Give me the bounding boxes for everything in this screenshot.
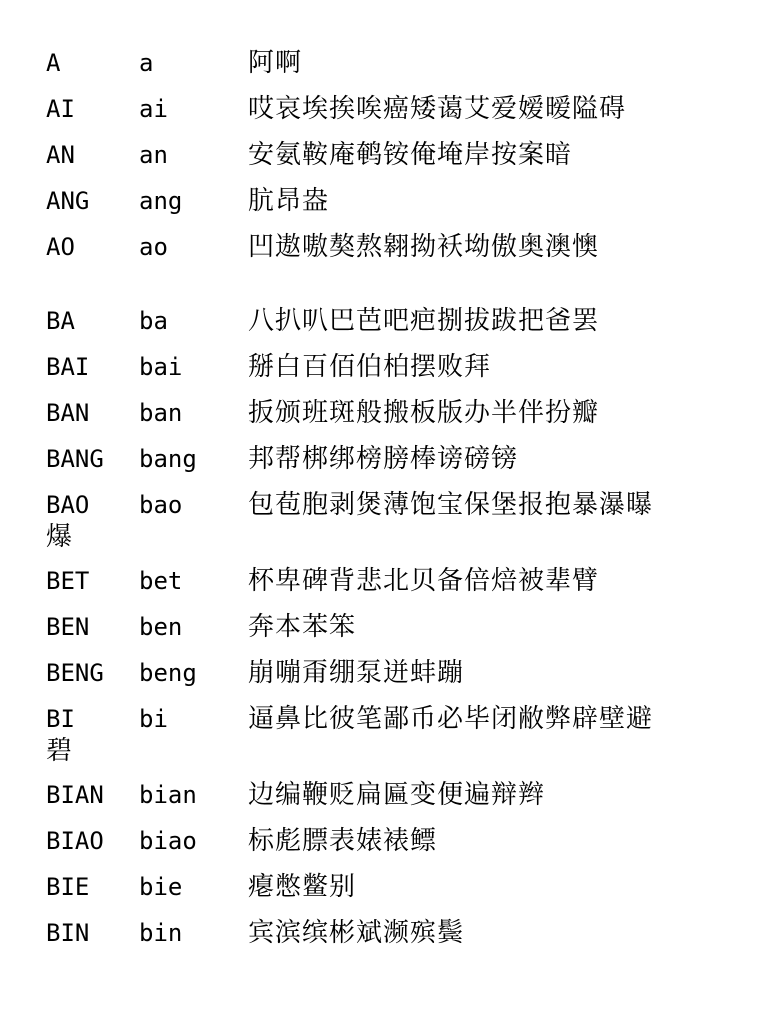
- syllable-characters: 宾滨缤彬斌濒殡鬓: [248, 918, 465, 948]
- syllable-characters: 边编鞭贬扁匾变便遍辩辫: [248, 780, 546, 810]
- syllable-lower: ban: [139, 399, 183, 427]
- syllable-upper: BAI: [46, 353, 90, 381]
- syllable-upper: BANG: [46, 445, 104, 473]
- syllable-lower: ang: [139, 187, 183, 215]
- syllable-characters: 杯卑碑背悲北贝备倍焙被辈臂: [248, 566, 600, 596]
- syllable-characters: 邦帮梆绑榜膀棒谤磅镑: [248, 444, 519, 474]
- syllable-upper: BIN: [46, 919, 90, 947]
- syllable-upper: AI: [46, 95, 75, 123]
- syllable-characters: 哎哀埃挨唉癌矮蔼艾爱嫒暧隘碍: [248, 94, 627, 124]
- syllable-lower: bai: [139, 353, 183, 381]
- syllable-upper: BI: [46, 705, 75, 733]
- list-row-ben: [0, 604, 768, 650]
- syllable-lower: bi: [139, 705, 168, 733]
- syllable-upper: AN: [46, 141, 75, 169]
- syllable-lower: biao: [139, 827, 197, 855]
- syllable-characters: 扳颁班斑般搬板版办半伴扮瓣: [248, 398, 600, 428]
- wrapped-character: 碧: [46, 736, 73, 766]
- syllable-characters: 八扒叭巴芭吧疤捌拔跋把爸罢: [248, 306, 600, 336]
- syllable-lower: a: [139, 49, 154, 77]
- syllable-characters: 凹遨嗷獒熬翱拗袄坳傲奥澳懊: [248, 232, 600, 262]
- syllable-characters: 安氨鞍庵鹌铵俺埯岸按案暗: [248, 140, 573, 170]
- list-row-a: [0, 40, 768, 86]
- syllable-characters: 阿啊: [248, 48, 303, 78]
- list-row-ai: [0, 86, 768, 132]
- syllable-lower: beng: [139, 659, 197, 687]
- syllable-characters: 肮昂盎: [248, 186, 330, 216]
- syllable-lower: bie: [139, 873, 183, 901]
- syllable-characters: 标彪膘表婊裱鳔: [248, 826, 438, 856]
- list-row-bie: [0, 864, 768, 910]
- syllable-lower: ba: [139, 307, 168, 335]
- syllable-upper: BIAN: [46, 781, 104, 809]
- list-row-biao: [0, 818, 768, 864]
- syllable-characters: 逼鼻比彼笔鄙币必毕闭敝弊辟壁避: [248, 704, 654, 734]
- syllable-upper: BIE: [46, 873, 90, 901]
- syllable-upper: BEN: [46, 613, 90, 641]
- syllable-characters: 掰白百佰伯柏摆败拜: [248, 352, 492, 382]
- syllable-characters: 瘪憋鳖别: [248, 872, 357, 902]
- list-row-ao: [0, 224, 768, 270]
- list-row-ban: [0, 390, 768, 436]
- syllable-upper: AO: [46, 233, 75, 261]
- syllable-upper: ANG: [46, 187, 90, 215]
- syllable-characters: 奔本苯笨: [248, 612, 357, 642]
- syllable-lower: bang: [139, 445, 197, 473]
- list-row-beng: [0, 650, 768, 696]
- syllable-lower: ao: [139, 233, 168, 261]
- list-row-bin: [0, 910, 768, 956]
- syllable-lower: bet: [139, 567, 183, 595]
- top-margin: [0, 0, 768, 40]
- syllable-lower: ai: [139, 95, 168, 123]
- syllable-characters: 崩嘣甭绷泵迸蚌蹦: [248, 658, 465, 688]
- list-row-bian: [0, 772, 768, 818]
- syllable-upper: BAN: [46, 399, 90, 427]
- syllable-upper: BENG: [46, 659, 104, 687]
- syllable-upper: BA: [46, 307, 75, 335]
- syllable-upper: BIAO: [46, 827, 104, 855]
- syllable-characters: 包苞胞剥煲薄饱宝保堡报抱暴瀑曝: [248, 490, 654, 520]
- wrapped-character: 爆: [46, 522, 73, 552]
- list-row-ang: [0, 178, 768, 224]
- list-row-bai: [0, 344, 768, 390]
- list-row-bang: [0, 436, 768, 482]
- syllable-lower: an: [139, 141, 168, 169]
- syllable-lower: ben: [139, 613, 183, 641]
- syllable-upper: A: [46, 49, 61, 77]
- syllable-lower: bin: [139, 919, 183, 947]
- syllable-upper: BET: [46, 567, 90, 595]
- list-row-bet: [0, 558, 768, 604]
- syllable-lower: bao: [139, 491, 183, 519]
- list-row-ba: [0, 298, 768, 344]
- syllable-lower: bian: [139, 781, 197, 809]
- list-row-an: [0, 132, 768, 178]
- syllable-upper: BAO: [46, 491, 90, 519]
